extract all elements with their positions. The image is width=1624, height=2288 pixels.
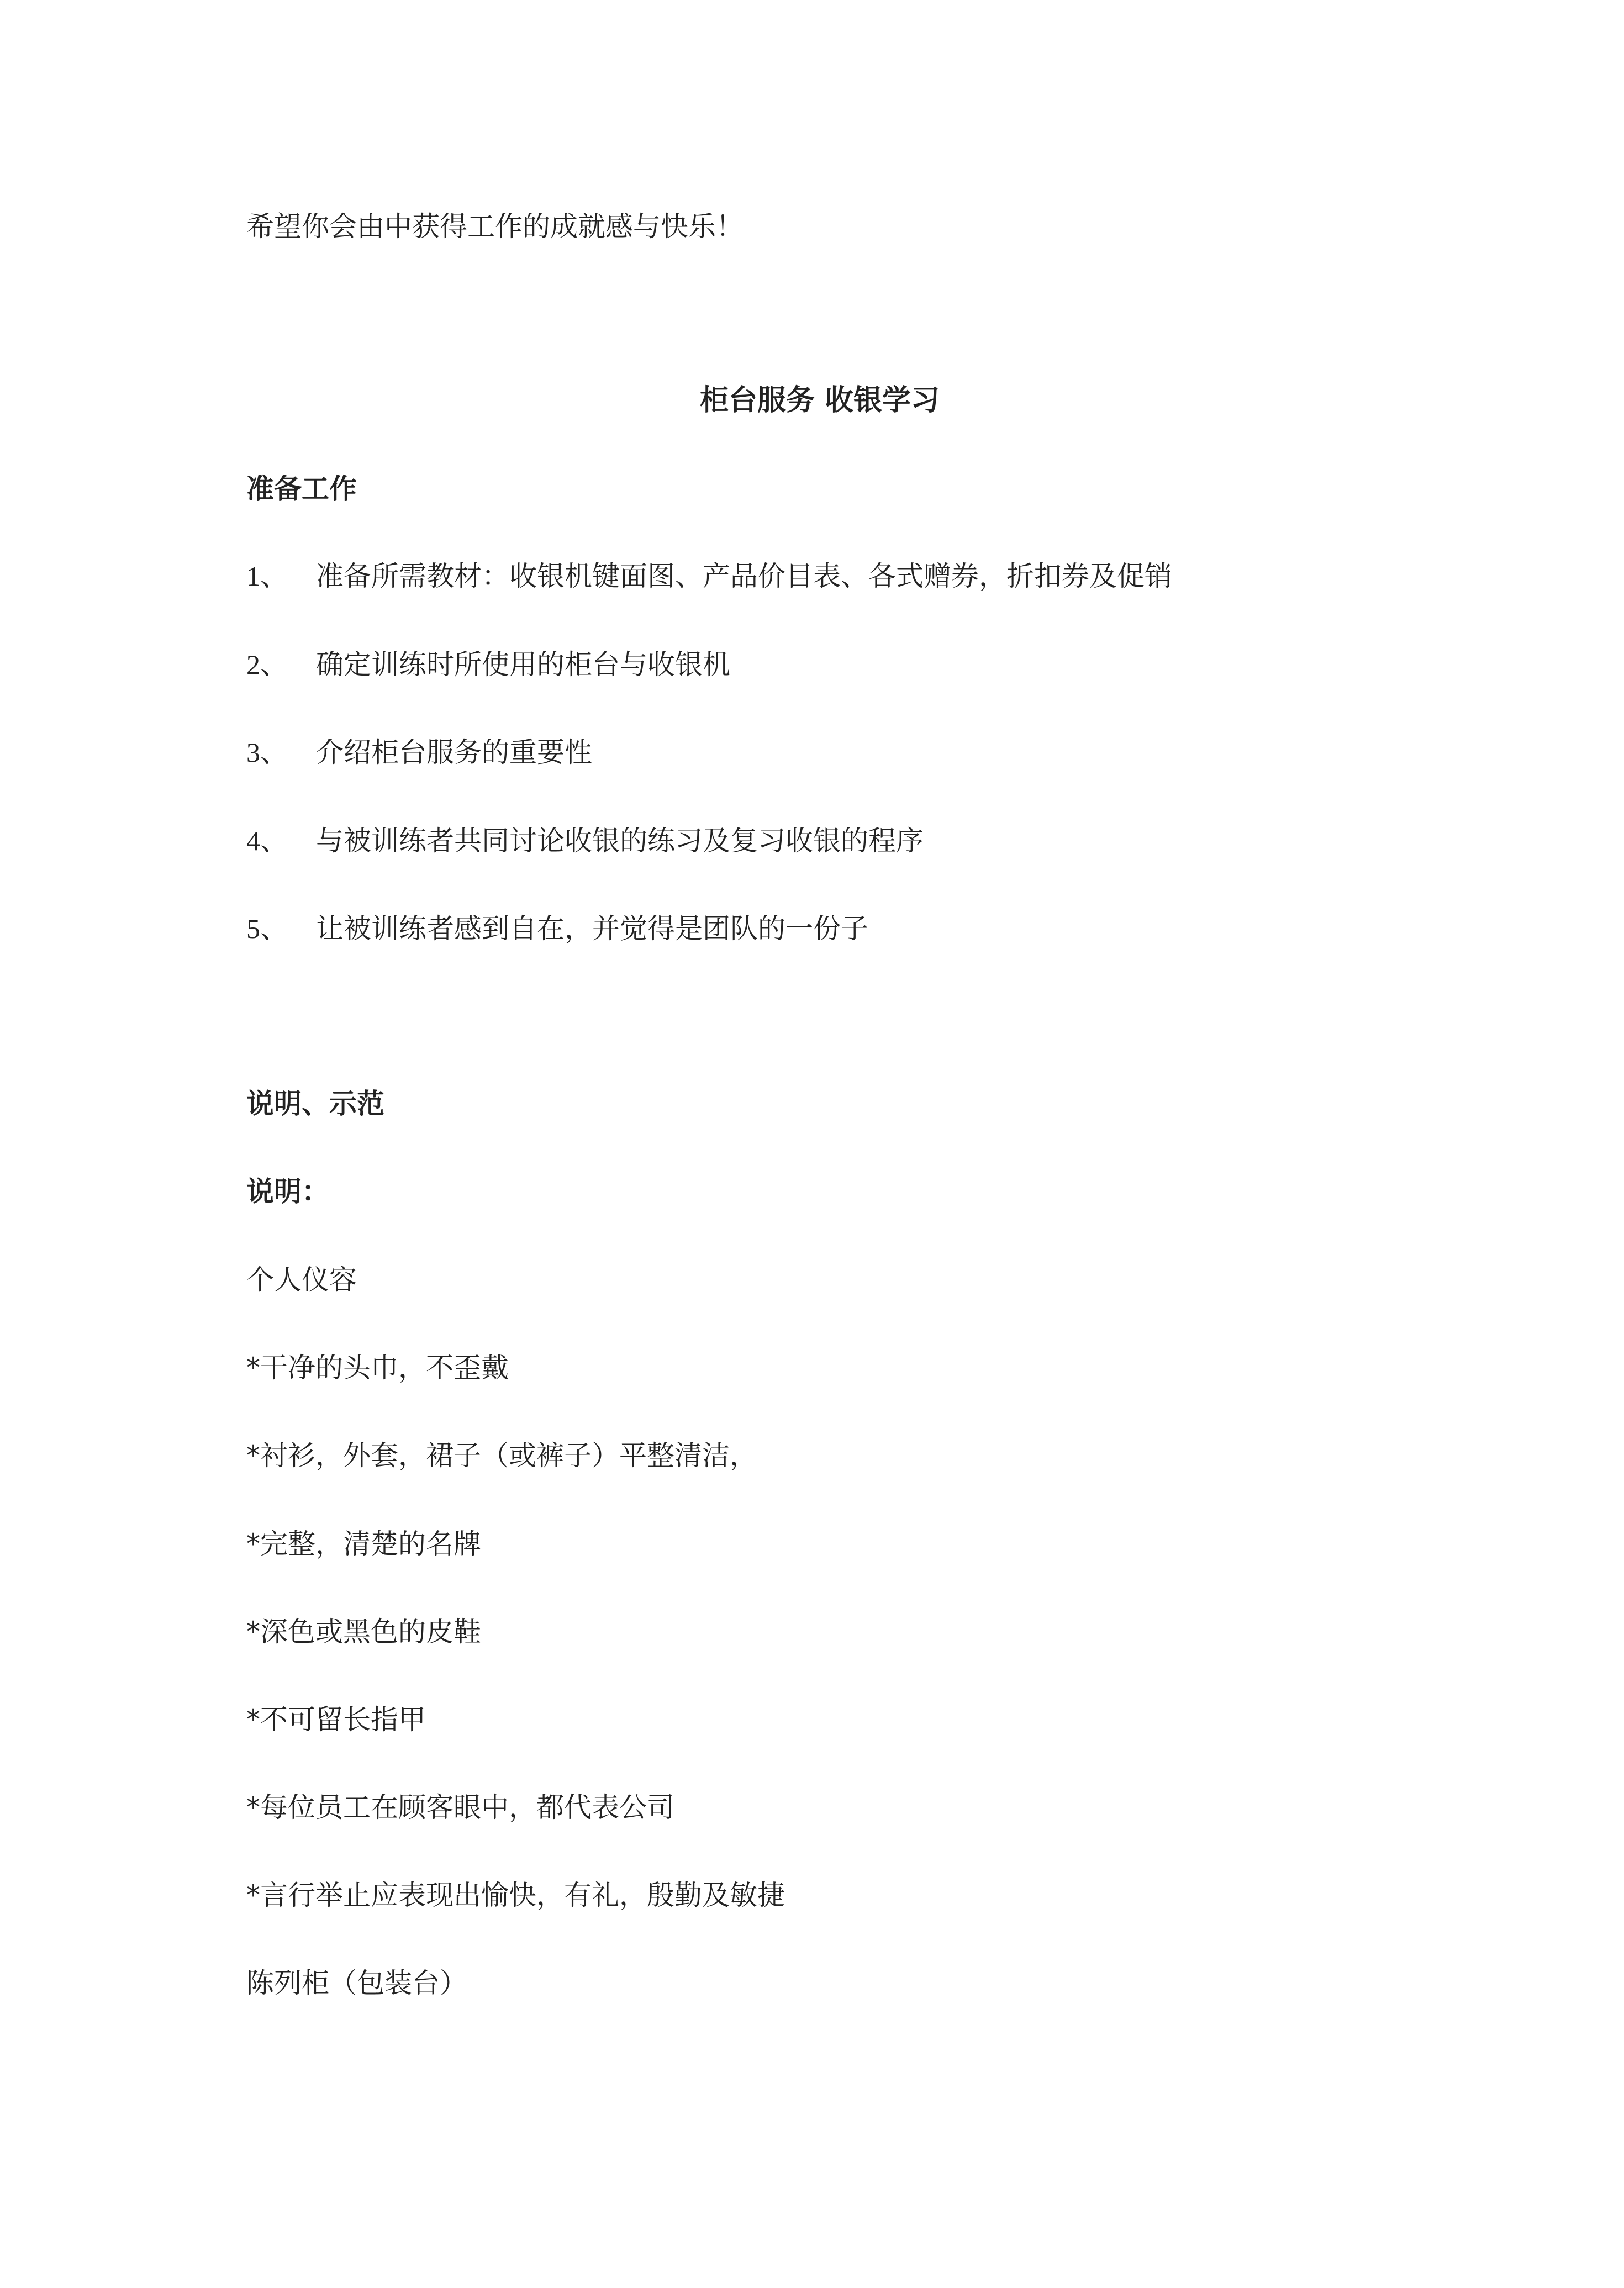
bullet-item: *衬衫，外套，裙子（或裤子）平整清洁， bbox=[246, 1440, 757, 1472]
bullet-item: *不可留长指甲 bbox=[246, 1704, 426, 1736]
bullet-item: *完整，清楚的名牌 bbox=[246, 1528, 481, 1560]
list-number: 1、 bbox=[246, 561, 288, 592]
prep-list-item bbox=[246, 911, 868, 946]
list-number: 4、 bbox=[246, 825, 288, 856]
list-item-text: 与被训练者共同讨论收银的练习及复习收银的程序 bbox=[316, 825, 924, 857]
prep-heading: 准备工作 bbox=[246, 473, 357, 505]
list-item-text: 让被训练者感到自在，并觉得是团队的一份子 bbox=[316, 913, 868, 945]
intro-text: 希望你会由中获得工作的成就感与快乐！ bbox=[246, 210, 744, 242]
list-item-text: 准备所需教材：收银机键面图、产品价目表、各式赠券，折扣券及促销 bbox=[316, 560, 1172, 592]
bullet-item: *每位员工在顾客眼中，都代表公司 bbox=[246, 1791, 674, 1823]
list-item-text: 介绍柜台服务的重要性 bbox=[316, 736, 592, 768]
bullet-item: *言行举止应表现出愉快，有礼，殷勤及敏捷 bbox=[246, 1879, 785, 1911]
display-counter-label: 陈列柜（包装台） bbox=[246, 1967, 467, 1999]
list-number: 3、 bbox=[246, 737, 288, 768]
list-number: 5、 bbox=[246, 913, 288, 944]
prep-list-item bbox=[246, 735, 592, 770]
explain-subheading: 说明： bbox=[246, 1175, 329, 1208]
prep-list-item bbox=[246, 647, 730, 682]
bullet-item: *干净的头巾，不歪戴 bbox=[246, 1352, 509, 1384]
prep-list-item bbox=[246, 558, 1172, 594]
explain-heading: 说明、示范 bbox=[246, 1088, 384, 1120]
section-title: 柜台服务 收银学习 bbox=[699, 384, 940, 417]
list-item-text: 确定训练时所使用的柜台与收银机 bbox=[316, 649, 730, 681]
list-number: 2、 bbox=[246, 649, 288, 680]
appearance-label: 个人仪容 bbox=[246, 1264, 357, 1296]
bullet-item: *深色或黑色的皮鞋 bbox=[246, 1616, 481, 1648]
prep-list-item bbox=[246, 823, 924, 858]
